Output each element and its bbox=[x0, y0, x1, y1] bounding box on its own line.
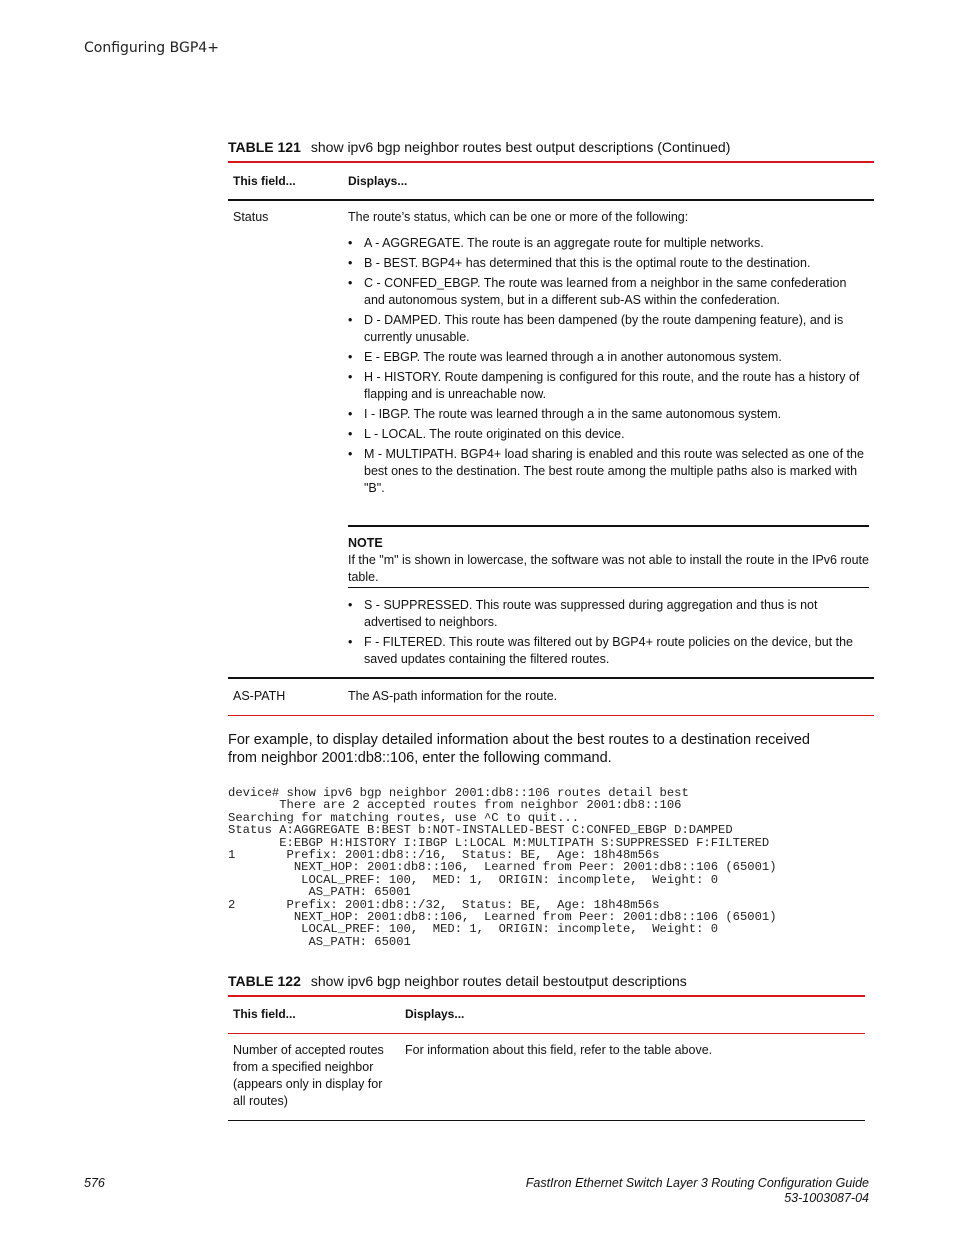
note-label: NOTE bbox=[348, 536, 383, 550]
status-item-multipath: • M - MULTIPATH. BGP4+ load sharing is enabled and this route was selected as one of the best ones to the destination. The best route among the multiple paths also is marked with "B". bbox=[348, 446, 870, 497]
table-122-col1-header: This field... bbox=[233, 1007, 296, 1021]
table-121-col1-header: This field... bbox=[233, 174, 296, 188]
table-122-caption bbox=[228, 973, 687, 989]
status-item-history: • H - HISTORY. Route dampening is configured for this route, and the route has a history of flapping and is unreachable now. bbox=[348, 369, 870, 403]
table-122-row1-field: Number of accepted routes from a specified neighbor (appears only in display for all routes) bbox=[233, 1043, 384, 1108]
aspath-row-description: The AS-path information for the route. bbox=[348, 689, 558, 703]
status-item-local: • L - LOCAL. The route originated on this device. bbox=[348, 426, 870, 443]
table-122-number: TABLE 122 bbox=[228, 973, 301, 989]
note-bottom-rule bbox=[348, 587, 869, 588]
table-122-col2-header: Displays... bbox=[405, 1007, 465, 1021]
status-list bbox=[348, 235, 870, 500]
status-item-suppressed: • S - SUPPRESSED. This route was suppressed during aggregation and thus is not advertised to neighbors. bbox=[348, 597, 870, 631]
table-121-number: TABLE 121 bbox=[228, 139, 301, 155]
table-122-title: show ipv6 bgp neighbor routes detail bestoutput descriptions bbox=[310, 973, 687, 989]
status-item-aggregate: • A - AGGREGATE. The route is an aggregate route for multiple networks. bbox=[348, 235, 870, 252]
aspath-row-field: AS-PATH bbox=[233, 689, 286, 703]
status-row-intro: The route’s status, which can be one or more of the following: bbox=[348, 210, 689, 224]
footer-guide-title: FastIron Ethernet Switch Layer 3 Routing Configuration Guide bbox=[525, 1176, 869, 1190]
table-121-header-rule bbox=[228, 199, 874, 201]
cli-output-block: device# show ipv6 bgp neighbor 2001:db8::106 routes detail best There are 2 accepted routes from neighbor 2001:db8::106 Searching for matching routes, use ^C to quit... Status A:AGGREGATE B:BEST b:NOT-INSTALLED-BEST C:CONFED_EBGP D:DAMPED E:EBGP H:HISTORY I:IBGP L:LOCAL M:MULTIPATH S:SUPPRESSED F:FILTERED 1 Prefix: 2001:db8::/16, Status: BE, Age: 18h48m56s NEXT_HOP: 2001:db8::106, Learned from Peer: 2001:db8::106 (65001) LOCAL_PREF: 100, MED: 1, ORIGIN: incomplete, Weight: 0 AS_PATH: 65001 2 Prefix: 2001:db8::/32, Status: BE, Age: 18h48m56s NEXT_HOP: 2001:db8::106, Learned from Peer: 2001:db8::106 (65001) LOCAL_PREF: 100, MED: 1, ORIGIN: incomplete, Weight: 0 AS_PATH: 65001 bbox=[228, 786, 777, 949]
status-item-ebgp: • E - EBGP. The route was learned through a in another autonomous system. bbox=[348, 349, 870, 366]
note-text: If the "m" is shown in lowercase, the software was not able to install the route in the IPv6 route table. bbox=[348, 553, 869, 584]
footer-doc-number: 53-1003087-04 bbox=[784, 1191, 869, 1205]
status-item-ibgp: • I - IBGP. The route was learned through a in the same autonomous system. bbox=[348, 406, 870, 423]
status-item-damped: • D - DAMPED. This route has been dampened (by the route dampening feature), and is currently unusable. bbox=[348, 312, 870, 346]
table-121-title: show ipv6 bgp neighbor routes best output descriptions (Continued) bbox=[310, 139, 731, 155]
example-paragraph: For example, to display detailed information about the best routes to a destination received from neighbor 2001:db8::106, enter the following command. bbox=[228, 732, 810, 766]
section-header-title: Configuring BGP4+ bbox=[84, 40, 219, 56]
table-122-row1-description: For information about this field, refer to the table above. bbox=[405, 1043, 713, 1057]
status-item-confed-ebgp: • C - CONFED_EBGP. The route was learned from a neighbor in the same confederation and autonomous system, but in a different sub-AS within the confederation. bbox=[348, 275, 870, 309]
note-top-rule bbox=[348, 525, 869, 527]
table-121-caption bbox=[228, 139, 730, 155]
table-122-bottom-rule bbox=[228, 1120, 865, 1121]
status-list-after-note bbox=[348, 597, 870, 671]
table-121-col2-header: Displays... bbox=[348, 174, 408, 188]
table-121-bottom-rule bbox=[228, 715, 874, 716]
table-122-header-rule bbox=[228, 1033, 865, 1034]
status-item-filtered: • F - FILTERED. This route was filtered out by BGP4+ route policies on the device, but the saved updates containing the filtered routes. bbox=[348, 634, 870, 668]
table-121-top-rule bbox=[228, 161, 874, 163]
table-122-top-rule bbox=[228, 995, 865, 997]
footer-page-number: 576 bbox=[84, 1176, 105, 1190]
status-row-field: Status bbox=[233, 210, 269, 224]
table-121-row-rule bbox=[228, 677, 874, 679]
status-item-best: • B - BEST. BGP4+ has determined that this is the optimal route to the destination. bbox=[348, 255, 870, 272]
